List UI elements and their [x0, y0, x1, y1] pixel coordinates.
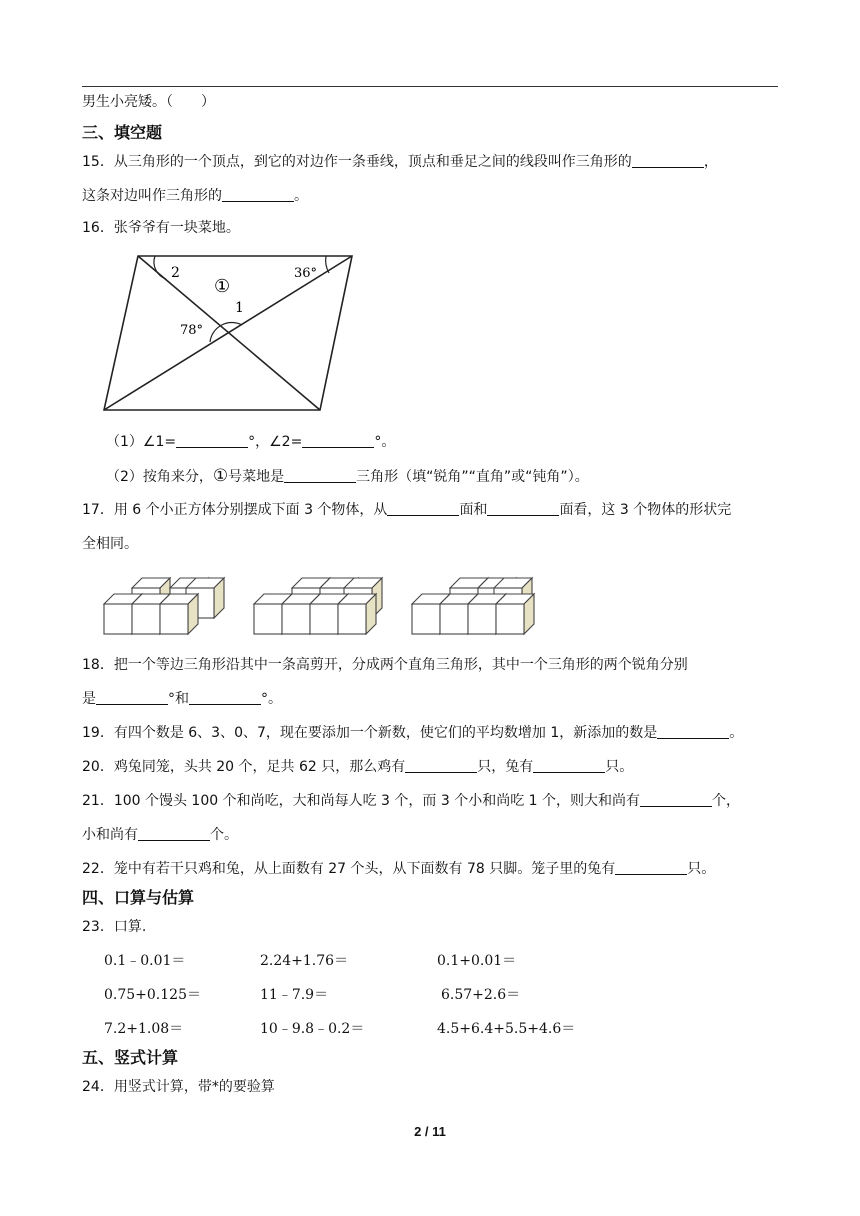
question-17-line2: 全相同。	[82, 536, 138, 552]
q21-text-b: 个，	[712, 793, 741, 809]
q16-blank-triangle-type[interactable]	[284, 468, 356, 483]
q21-text-c: 小和尚有	[82, 827, 138, 843]
cube-figures	[100, 570, 540, 642]
question-18-line1: 18．把一个等边三角形沿其中一条高剪开，分成两个直角三角形，其中一个三角形的两个锐角分别	[82, 657, 688, 673]
question-15-line1	[82, 152, 718, 172]
q15-text2: 这条对边叫作三角形的	[82, 188, 222, 204]
calc-item: 11﹣7.9＝	[260, 987, 329, 1003]
q15-punct2: 。	[294, 188, 308, 204]
q16-p1-text-b: °，∠2=	[248, 434, 303, 450]
q20-text-b: 只，兔有	[477, 759, 534, 775]
section-heading-fill-in: 三、填空题	[82, 123, 163, 142]
question-19	[82, 723, 743, 743]
q18-text-a: 是	[82, 691, 96, 707]
q19-text: 19．有四个数是 6、3、0、7，现在要添加一个新数，使它们的平均数增加 1，新添加的数是	[82, 725, 658, 741]
q16-p1-text-c: °。	[374, 434, 396, 450]
q17-text-c: 面看，这 3 个物体的形状完	[559, 502, 732, 518]
q18-blank-1[interactable]	[96, 690, 168, 705]
question-21-line1	[82, 791, 740, 811]
calc-item: 0.1﹣0.01＝	[104, 953, 186, 969]
q18-text-c: °。	[261, 691, 282, 707]
question-24-stem: 24．用竖式计算，带*的要验算	[82, 1079, 275, 1095]
calc-item: 10﹣9.8﹣0.2＝	[260, 1021, 365, 1037]
q20-blank-rabbits[interactable]	[533, 758, 605, 773]
q18-text-b: °和	[168, 691, 189, 707]
calc-item: 0.1+0.01＝	[437, 953, 517, 969]
question-16-stem: 16．张爷爷有一块菜地。	[82, 220, 240, 236]
parallelogram-figure	[100, 250, 362, 416]
q22-blank[interactable]	[615, 860, 687, 875]
q17-text-a: 17．用 6 个小正方体分别摆成下面 3 个物体，从	[82, 502, 388, 518]
page-number: 2 / 11	[414, 1124, 446, 1139]
header-rule	[82, 86, 778, 87]
q21-blank-big-monks[interactable]	[640, 792, 712, 807]
angle-1-label: 1	[235, 300, 244, 316]
question-18-line2	[82, 689, 282, 709]
q15-text1: 15．从三角形的一个顶点，到它的对边作一条垂线，顶点和垂足之间的线段叫作三角形的	[82, 154, 632, 170]
q15-blank-2[interactable]	[222, 187, 294, 202]
q16-p1-text-a: （1）∠1=	[106, 434, 177, 450]
continuation-text: 男生小亮矮。（ ）	[82, 94, 215, 110]
section-heading-mental-math: 四、口算与估算	[82, 888, 195, 907]
q18-blank-2[interactable]	[189, 690, 261, 705]
question-23-stem: 23．口算.	[82, 919, 147, 935]
question-21-line2	[82, 825, 238, 845]
q21-blank-small-monks[interactable]	[138, 826, 210, 841]
q16-blank-angle2[interactable]	[302, 433, 374, 448]
question-16-part1	[106, 432, 395, 452]
q17-blank-1[interactable]	[387, 501, 459, 516]
question-16-part2	[106, 466, 589, 487]
calc-item: 0.75+0.125＝	[104, 987, 201, 1003]
angle-2-label: 2	[171, 265, 180, 281]
q20-text-a: 20．鸡兔同笼，头共 20 个，足共 62 只，那么鸡有	[82, 759, 406, 775]
q17-blank-2[interactable]	[487, 501, 559, 516]
question-20	[82, 757, 633, 777]
section-heading-vertical-calc: 五、竖式计算	[82, 1048, 179, 1067]
cube-object-2	[254, 578, 382, 634]
q15-blank-1[interactable]	[632, 153, 704, 168]
region-1-label: ①	[214, 276, 231, 297]
question-17-line1	[82, 500, 731, 520]
calc-item: 2.24+1.76＝	[260, 953, 349, 969]
q16-p2-circled-one: ①	[212, 466, 229, 486]
q20-text-c: 只。	[605, 759, 634, 775]
question-15-line2	[82, 186, 308, 206]
q17-text-b: 面和	[459, 502, 488, 518]
calc-item: 6.57+2.6＝	[441, 987, 521, 1003]
cube-object-1	[104, 578, 224, 634]
q16-p2-text-b: 号菜地是	[228, 469, 285, 485]
q20-blank-chickens[interactable]	[405, 758, 477, 773]
q19-blank[interactable]	[657, 724, 729, 739]
angle-78-label: 78°	[180, 323, 204, 338]
q16-p2-text-a: （2）按角来分，	[106, 469, 213, 485]
angle-2-arc	[154, 256, 166, 279]
q19-punct: 。	[729, 725, 744, 741]
calc-item: 4.5+6.4+5.5+4.6＝	[437, 1021, 576, 1037]
q21-text-a: 21．100 个馒头 100 个和尚吃，大和尚每人吃 3 个，而 3 个小和尚吃 1 个，则大和尚有	[82, 793, 641, 809]
q16-p2-text-c: 三角形（填“锐角”“直角”或“钝角”）。	[356, 469, 589, 485]
q22-punct: 只。	[687, 861, 716, 877]
cube-object-3	[412, 578, 534, 634]
q21-text-d: 个。	[210, 827, 238, 843]
question-22	[82, 859, 715, 879]
q16-blank-angle1[interactable]	[176, 433, 248, 448]
q22-text: 22．笼中有若干只鸡和兔，从上面数有 27 个头，从下面数有 78 只脚。笼子里的兔有	[82, 861, 616, 877]
angle-36-label: 36°	[294, 266, 318, 281]
q15-punct1: ，	[703, 154, 718, 170]
calc-item: 7.2+1.08＝	[104, 1021, 184, 1037]
